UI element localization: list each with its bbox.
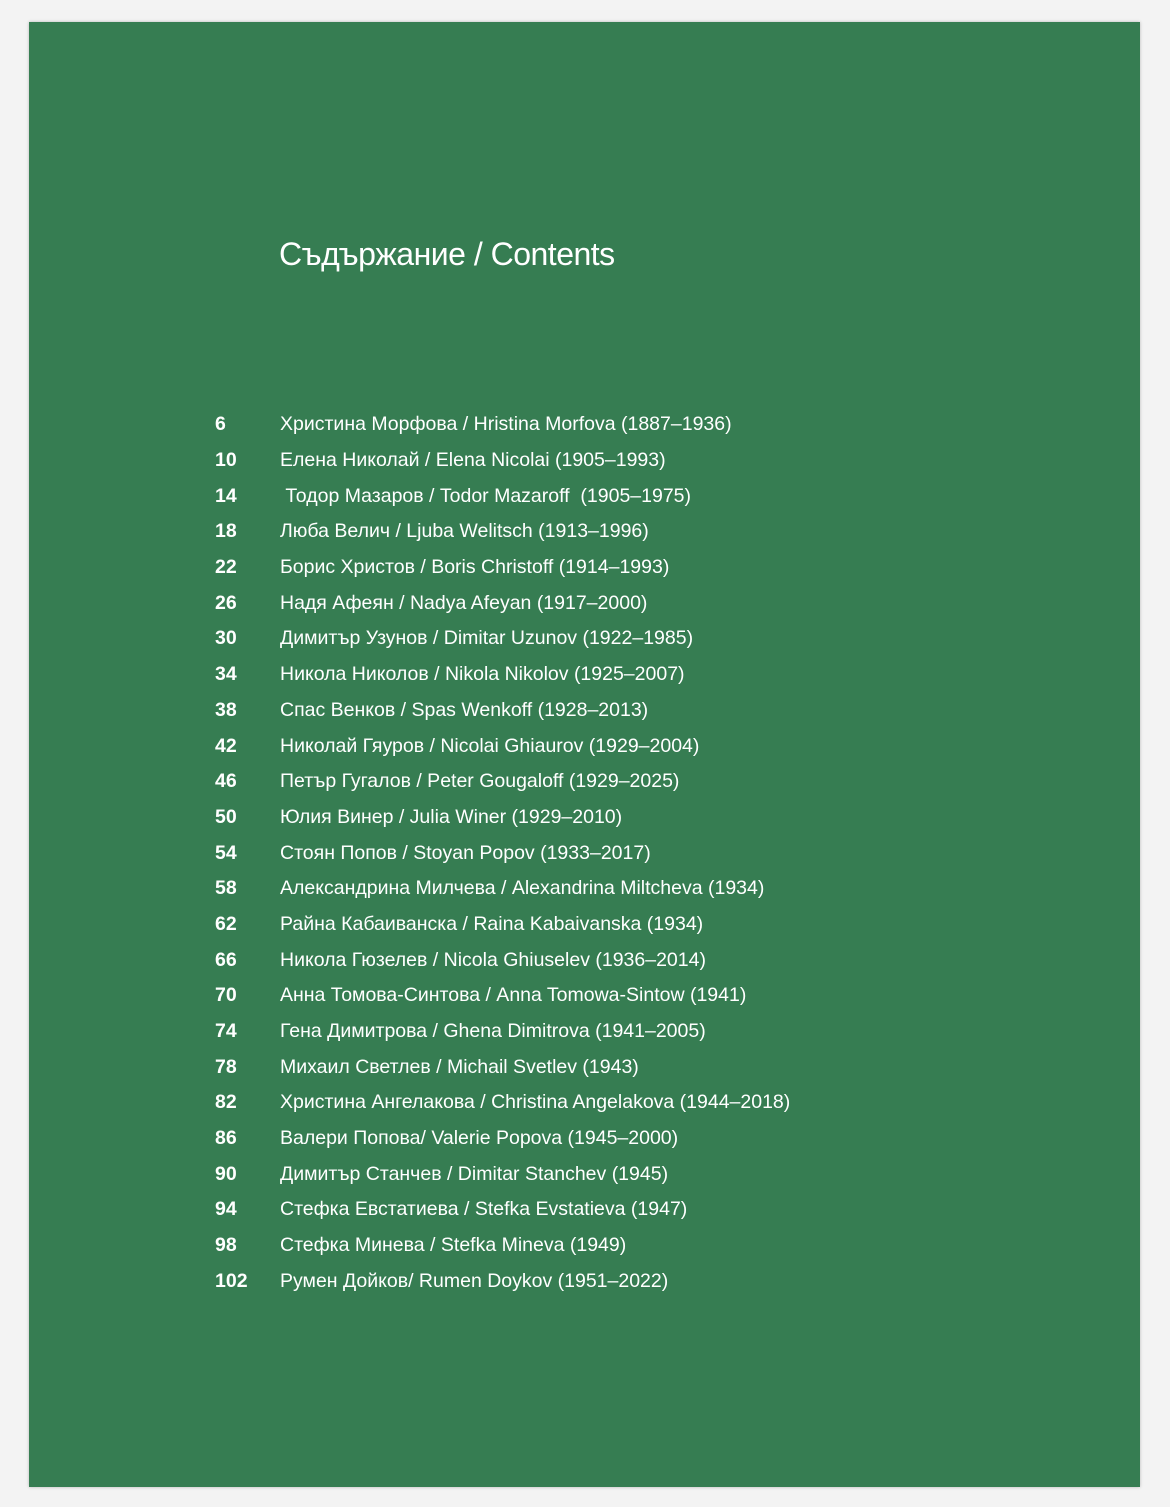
- toc-entry: [215, 1228, 790, 1264]
- toc-entry: [215, 550, 790, 586]
- page-number: 10: [215, 449, 237, 472]
- entry-title: Спас Венков / Spas Wenkoff (1928–2013): [280, 698, 649, 721]
- page-number: 6: [215, 413, 226, 436]
- page-number: 90: [215, 1162, 237, 1185]
- entry-title: Гена Димитрова / Ghena Dimitrova (1941–2005): [280, 1020, 706, 1043]
- page-number: 86: [215, 1127, 237, 1150]
- toc-entry: [215, 1192, 790, 1228]
- entry-title: Юлия Винер / Julia Winer (1929–2010): [280, 805, 623, 828]
- toc-entry: [215, 871, 790, 907]
- entry-title: Люба Велич / Ljuba Welitsch (1913–1996): [280, 520, 649, 543]
- entry-title: Димитър Узунов / Dimitar Uzunov (1922–1985): [280, 627, 694, 650]
- contents-page: [29, 22, 1140, 1487]
- toc-entry: [215, 657, 790, 693]
- toc-entry: [215, 835, 790, 871]
- entry-title: Христина Ангелакова / Christina Angelakova (1944–2018): [280, 1091, 791, 1114]
- page-number: 102: [215, 1269, 248, 1292]
- toc-entry: [215, 443, 790, 479]
- table-of-contents: [215, 407, 790, 1299]
- page-number: 94: [215, 1198, 237, 1221]
- page-number: 58: [215, 877, 237, 900]
- toc-entry: [215, 800, 790, 836]
- toc-entry: [215, 942, 790, 978]
- toc-entry: [215, 621, 790, 657]
- page-number: 98: [215, 1234, 237, 1257]
- page-number: 34: [215, 663, 237, 686]
- toc-entry: [215, 978, 790, 1014]
- entry-title: Борис Христов / Boris Christoff (1914–1993): [280, 556, 670, 579]
- page-number: 82: [215, 1091, 237, 1114]
- entry-title: Никола Гюзелев / Nicola Ghiuselev (1936–2014): [280, 948, 706, 971]
- toc-entry: [215, 1121, 790, 1157]
- entry-title: Александрина Милчева / Alexandrina Miltcheva (1934): [280, 877, 765, 900]
- entry-title: Тодор Мазаров / Todor Mazaroff (1905–1975): [280, 484, 692, 507]
- entry-title: Анна Томова-Синтова / Anna Tomowa-Sintow (1941): [280, 984, 747, 1007]
- entry-title: Стефка Минева / Stefka Mineva (1949): [280, 1234, 627, 1257]
- toc-entry: [215, 764, 790, 800]
- entry-title: Елена Николай / Elena Nicolai (1905–1993): [280, 449, 666, 472]
- toc-entry: [215, 585, 790, 621]
- page-number: 46: [215, 770, 237, 793]
- toc-entry: [215, 1049, 790, 1085]
- entry-title: Румен Дойков/ Rumen Doykov (1951–2022): [280, 1269, 669, 1292]
- toc-entry: [215, 1014, 790, 1050]
- page-number: 74: [215, 1020, 237, 1043]
- entry-title: Стефка Евстатиева / Stefka Evstatieva (1947): [280, 1198, 688, 1221]
- entry-title: Николай Гяуров / Nicolai Ghiaurov (1929–2004): [280, 734, 700, 757]
- toc-entry: [215, 514, 790, 550]
- entry-title: Райна Кабаиванска / Raina Kabaivanska (1934): [280, 912, 704, 935]
- toc-entry: [215, 907, 790, 943]
- page-number: 66: [215, 948, 237, 971]
- entry-title: Михаил Светлев / Michail Svetlev (1943): [280, 1055, 639, 1078]
- page-number: 42: [215, 734, 237, 757]
- page-number: 14: [215, 484, 237, 507]
- page-number: 38: [215, 698, 237, 721]
- entry-title: Валери Попова/ Valerie Popova (1945–2000): [280, 1127, 679, 1150]
- page-number: 30: [215, 627, 237, 650]
- toc-entry: [215, 1085, 790, 1121]
- toc-entry: [215, 693, 790, 729]
- entry-title: Стоян Попов / Stoyan Popov (1933–2017): [280, 841, 651, 864]
- toc-entry: [215, 478, 790, 514]
- entry-title: Христина Морфова / Hristina Morfova (1887–1936): [280, 413, 732, 436]
- entry-title: Никола Николов / Nikola Nikolov (1925–2007): [280, 663, 685, 686]
- entry-title: Петър Гугалов / Peter Gougaloff (1929–2025): [280, 770, 680, 793]
- page-title: Съдържание / Contents: [279, 236, 615, 272]
- page-number: 18: [215, 520, 237, 543]
- toc-entry: [215, 728, 790, 764]
- page-number: 22: [215, 556, 237, 579]
- toc-entry: [215, 407, 790, 443]
- page-number: 70: [215, 984, 237, 1007]
- page-number: 54: [215, 841, 237, 864]
- entry-title: Димитър Станчев / Dimitar Stanchev (1945): [280, 1162, 669, 1185]
- page-number: 62: [215, 912, 237, 935]
- page-number: 26: [215, 591, 237, 614]
- toc-entry: [215, 1264, 790, 1300]
- page-number: 50: [215, 805, 237, 828]
- toc-entry: [215, 1156, 790, 1192]
- entry-title: Надя Афеян / Nadya Afeyan (1917–2000): [280, 591, 648, 614]
- page-number: 78: [215, 1055, 237, 1078]
